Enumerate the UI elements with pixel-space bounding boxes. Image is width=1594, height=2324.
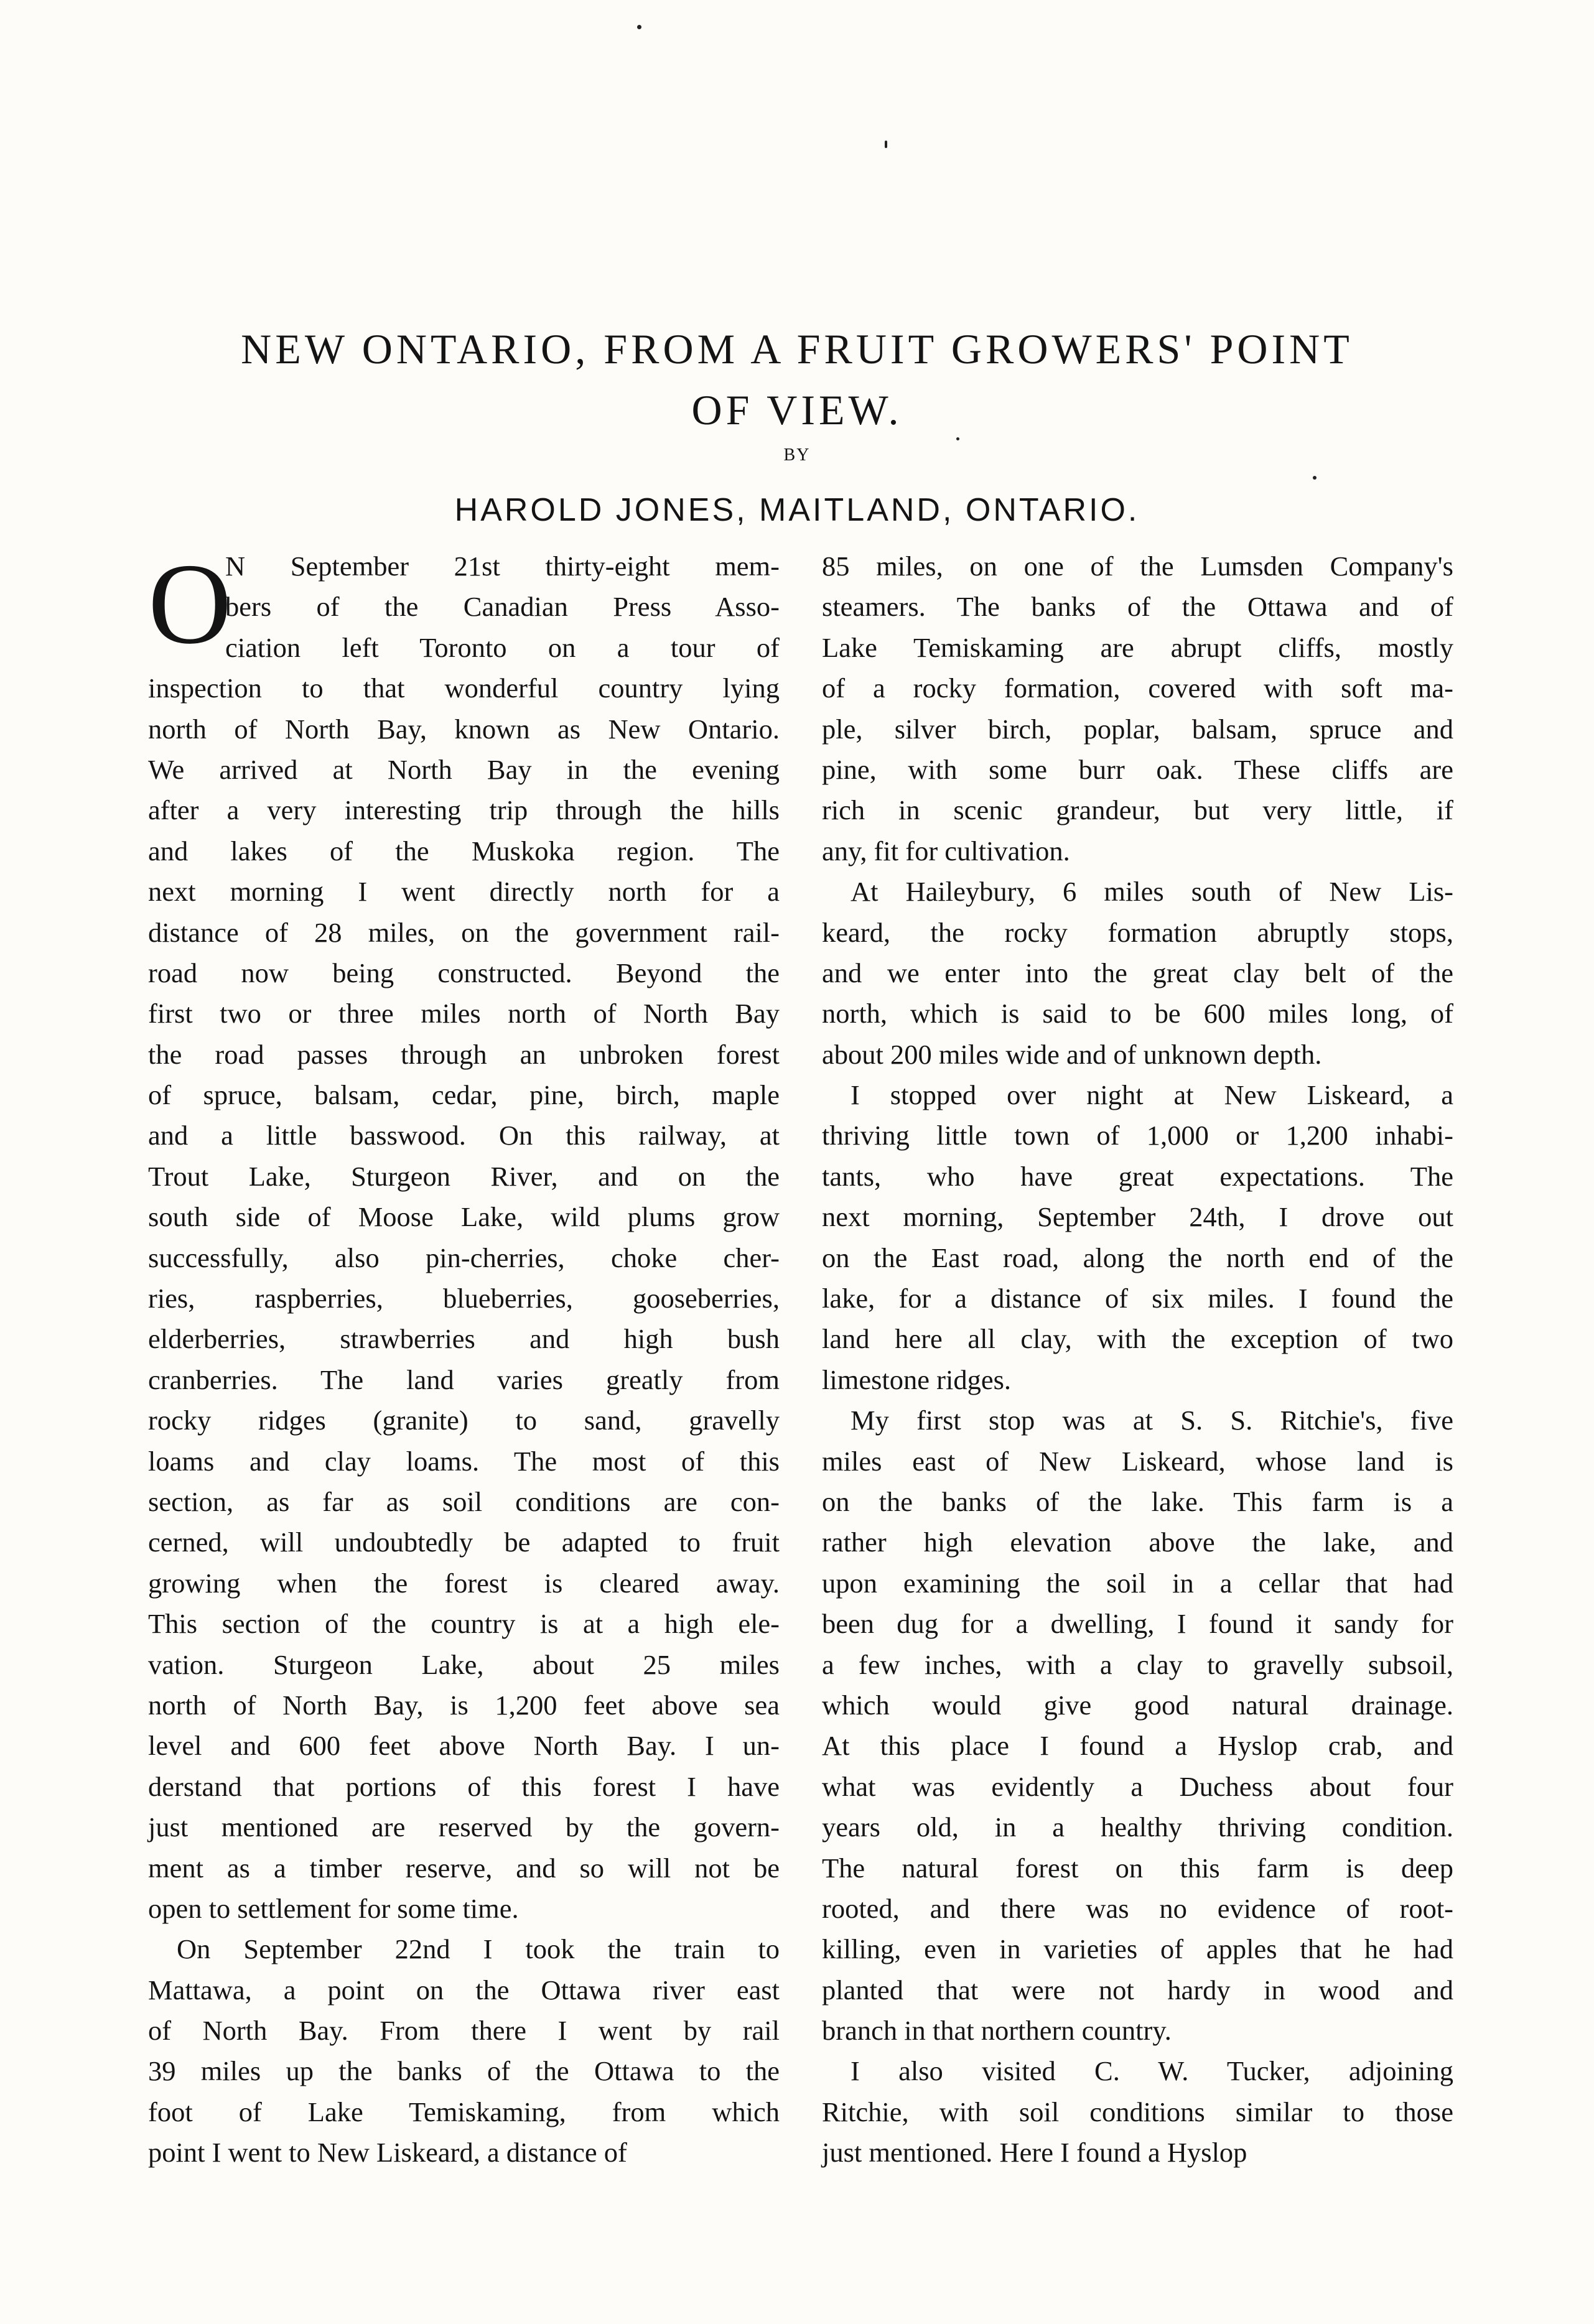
text-line: elderberries, strawberries and high bush (148, 1323, 780, 1355)
text-line: thriving little town of 1,000 or 1,200 inhabi- (822, 1120, 1453, 1151)
text-line: first two or three miles north of North Bay (148, 998, 780, 1030)
text-line: limestone ridges. (822, 1364, 1012, 1395)
text-line: a few inches, with a clay to gravelly subsoil, (822, 1648, 1453, 1680)
text-line: of a rocky formation, covered with soft ma- (822, 672, 1453, 704)
text-line: foot of Lake Temiskaming, from which (148, 2096, 780, 2127)
text-line: At this place I found a Hyslop crab, and (822, 1730, 1453, 1762)
text-line: 39 miles up the banks of the Ottawa to the (148, 2055, 780, 2087)
text-line: rich in scenic grandeur, but very little, if (822, 794, 1453, 826)
text-line: and a little basswood. On this railway, at (148, 1120, 780, 1151)
text-line: ment as a timber reserve, and so will not be (148, 1852, 780, 1884)
text-line: rocky ridges (granite) to sand, gravelly (148, 1405, 780, 1436)
article-title (0, 318, 1594, 440)
text-line: south side of Moose Lake, wild plums grow (148, 1201, 780, 1233)
text-line: successfully, also pin-cherries, choke cher- (148, 1242, 780, 1273)
text-line: loams and clay loams. The most of this (148, 1445, 780, 1477)
ink-speck (637, 25, 641, 29)
text-line: level and 600 feet above North Bay. I un- (148, 1730, 780, 1762)
text-line: point I went to New Liskeard, a distance of (148, 2137, 627, 2168)
text-line: planted that were not hardy in wood and (822, 1974, 1453, 2006)
text-line: Trout Lake, Sturgeon River, and on the (148, 1160, 780, 1192)
text-line: N September 21st thirty-eight mem- (225, 551, 780, 582)
text-line: lake, for a distance of six miles. I found the (822, 1283, 1453, 1314)
text-line: any, fit for cultivation. (822, 835, 1070, 867)
text-line: miles east of New Liskeard, whose land is (822, 1445, 1453, 1477)
text-line: which would give good natural drainage. (822, 1689, 1453, 1721)
text-line: My first stop was at S. S. Ritchie's, five (851, 1405, 1453, 1436)
text-line: bers of the Canadian Press Asso- (225, 591, 780, 623)
author-line: HAROLD JONES, MAITLAND, ONTARIO. (454, 492, 1140, 528)
text-line: Mattawa, a point on the Ottawa river east (148, 1974, 780, 2006)
text-line: keard, the rocky formation abruptly stops, (822, 916, 1453, 948)
text-line: north, which is said to be 600 miles long, of (822, 998, 1453, 1030)
text-line: ciation left Toronto on a tour of (225, 631, 780, 663)
text-line: Ritchie, with soil conditions similar to those (822, 2096, 1453, 2127)
text-line: I stopped over night at New Liskeard, a (851, 1079, 1453, 1111)
text-line: ries, raspberries, blueberries, gooseberries, (148, 1283, 780, 1314)
text-line: years old, in a healthy thriving condition. (822, 1811, 1453, 1843)
title-line-1: NEW ONTARIO, FROM A FRUIT GROWERS' POINT (241, 325, 1353, 373)
text-line: We arrived at North Bay in the evening (148, 753, 780, 785)
text-line: north of North Bay, is 1,200 feet above sea (148, 1689, 780, 1721)
ink-speck (885, 141, 887, 148)
text-line: cerned, will undoubtedly be adapted to fruit (148, 1527, 780, 1558)
text-line: section, as far as soil conditions are con- (148, 1485, 780, 1517)
text-line: I also visited C. W. Tucker, adjoining (851, 2055, 1453, 2087)
text-line: branch in that northern country. (822, 2015, 1172, 2047)
text-line: growing when the forest is cleared away. (148, 1567, 780, 1599)
text-line: the road passes through an unbroken forest (148, 1038, 780, 1070)
text-line: what was evidently a Duchess about four (822, 1770, 1453, 1802)
text-line: distance of 28 miles, on the government rail- (148, 916, 780, 948)
text-line: rooted, and there was no evidence of root- (822, 1892, 1453, 1924)
text-line: On September 22nd I took the train to (177, 1933, 780, 1965)
drop-cap: O (148, 540, 232, 668)
right-column (822, 546, 1453, 2173)
text-line: At Haileybury, 6 miles south of New Lis- (851, 876, 1453, 908)
text-line: steamers. The banks of the Ottawa and of (822, 591, 1453, 623)
text-line: about 200 miles wide and of unknown depth. (822, 1038, 1322, 1070)
text-line: This section of the country is at a high ele- (148, 1608, 780, 1640)
text-line: derstand that portions of this forest I have (148, 1770, 780, 1802)
text-line: cranberries. The land varies greatly from (148, 1364, 780, 1395)
text-line: of spruce, balsam, cedar, pine, birch, maple (148, 1079, 780, 1111)
text-line: rather high elevation above the lake, and (822, 1527, 1453, 1558)
text-line: pine, with some burr oak. These cliffs are (822, 753, 1453, 785)
text-line: vation. Sturgeon Lake, about 25 miles (148, 1648, 780, 1680)
text-line: of North Bay. From there I went by rail (148, 2015, 780, 2047)
text-line: on the banks of the lake. This farm is a (822, 1485, 1453, 1517)
left-column (148, 540, 780, 2173)
text-line: land here all clay, with the exception of two (822, 1323, 1453, 1355)
text-line: on the East road, along the north end of the (822, 1242, 1453, 1273)
text-line: and lakes of the Muskoka region. The (148, 835, 780, 867)
text-line: open to settlement for some time. (148, 1892, 519, 1924)
text-line: inspection to that wonderful country lying (148, 672, 780, 704)
text-line: killing, even in varieties of apples that he had (822, 1933, 1453, 1965)
byline-by: BY (783, 445, 811, 465)
text-line: tants, who have great expectations. The (822, 1160, 1453, 1192)
text-line: ple, silver birch, poplar, balsam, spruce and (822, 713, 1453, 745)
text-line: Lake Temiskaming are abrupt cliffs, mostly (822, 631, 1453, 663)
text-line: next morning, September 24th, I drove out (822, 1201, 1453, 1233)
text-line: after a very interesting trip through the hills (148, 794, 780, 826)
text-line: road now being constructed. Beyond the (148, 957, 780, 988)
ink-speck (1313, 476, 1317, 480)
text-line: next morning I went directly north for a (148, 876, 780, 908)
text-line: 85 miles, on one of the Lumsden Company's (822, 551, 1453, 582)
text-line: north of North Bay, known as New Ontario. (148, 713, 780, 745)
text-line: upon examining the soil in a cellar that had (822, 1567, 1453, 1599)
text-line: just mentioned are reserved by the govern- (148, 1811, 780, 1843)
title-line-2: OF VIEW. (691, 386, 903, 434)
text-line: and we enter into the great clay belt of the (822, 957, 1453, 988)
text-line: just mentioned. Here I found a Hyslop (822, 2137, 1247, 2168)
text-line: been dug for a dwelling, I found it sandy for (822, 1608, 1453, 1640)
text-line: The natural forest on this farm is deep (822, 1852, 1453, 1884)
